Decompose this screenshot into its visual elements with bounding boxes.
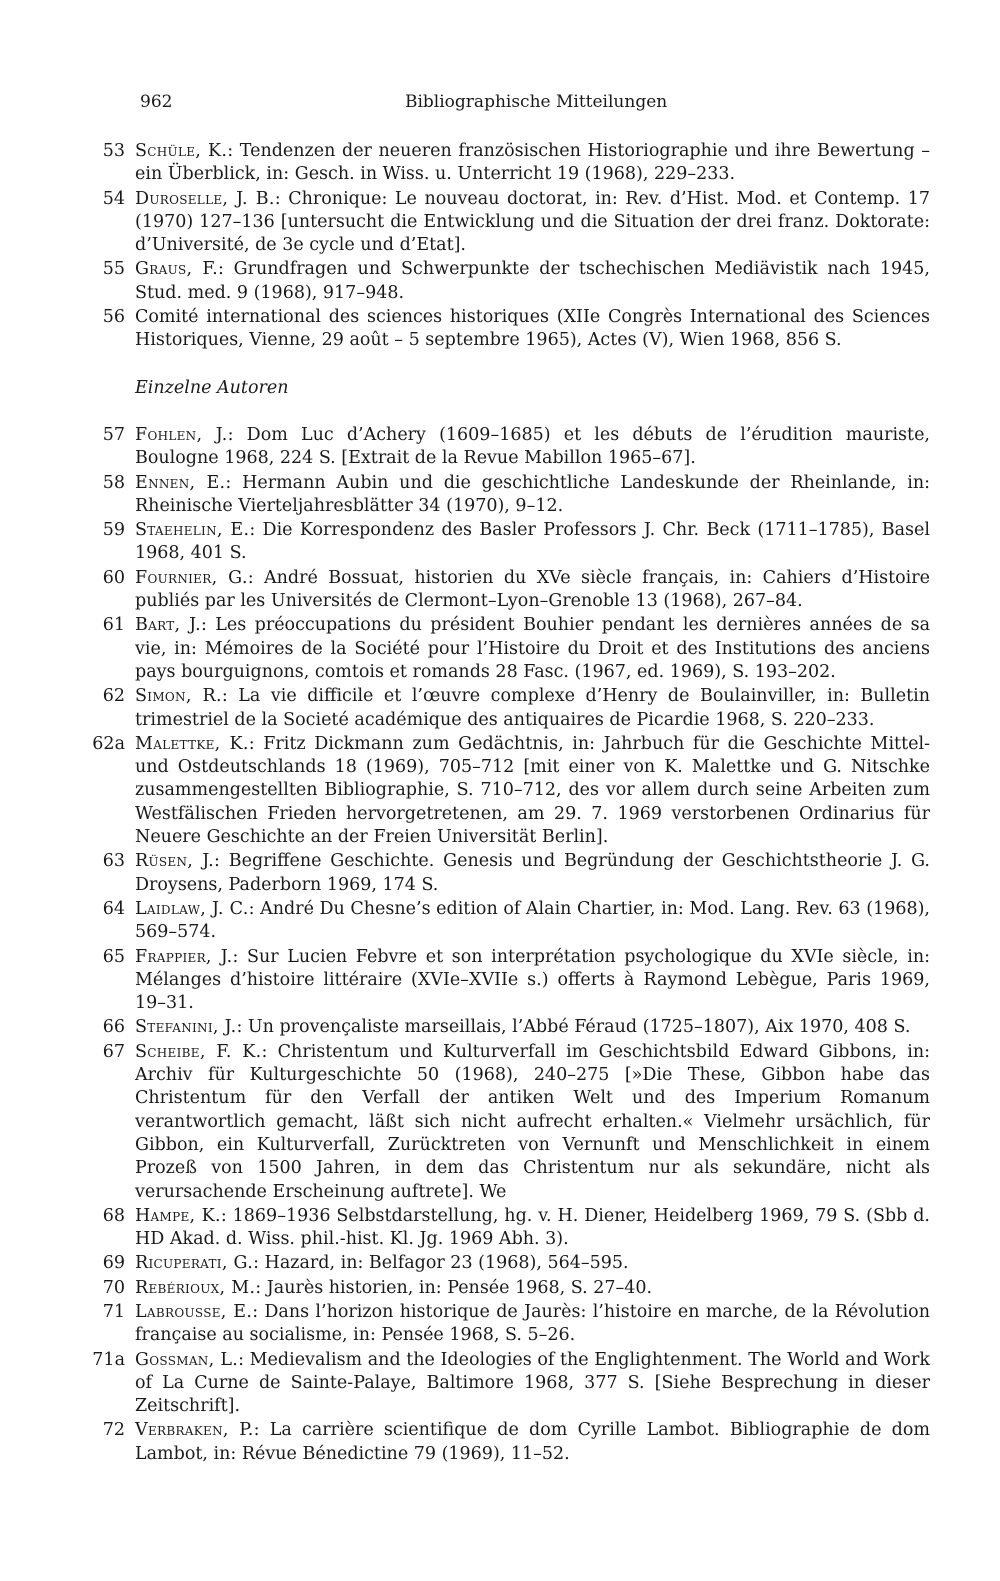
entry-number: 68: [102, 1205, 125, 1226]
bibliography-entry: [0, 1349, 930, 1419]
bibliography-entry: [0, 614, 930, 684]
entry-text: : La vie difficile et l’œuvre complexe d’Henry de Boulainviller, in: Bulletin trimestriel de la Societé académique des antiquaires de Picardie 1968, S. 220–233.: [135, 686, 930, 730]
entry-number: 55: [102, 259, 125, 280]
entry-text: : Die Korrespondenz des Basler Professors J. Chr. Beck (1711–1785), Basel 1968, 401 S.: [135, 520, 930, 564]
entry-author: Hampe, K.: [135, 1205, 221, 1226]
bibliography-entry: [0, 1277, 930, 1300]
entry-text: : Sur Lucien Febvre et son interprétation psychologique du XVIe siècle, in: Mélanges d’histoire littéraire (XVIe–XVIIe s.) offerts à Raymond Lebègue, Paris 1969, 19–31.: [135, 946, 930, 1014]
entry-text: : Chronique: Le nouveau doctorat, in: Rev. d’Hist. Mod. et Contemp. 17 (1970) 127–136 [untersucht die Entwicklung und die Situation der drei franz. Doktorate: d’Université, de 3e cycle und d’Etat].: [135, 188, 931, 256]
entry-number: 64: [102, 898, 125, 919]
entry-number: 58: [102, 472, 125, 493]
entry-text: : Begriffene Geschichte. Genesis und Begründung der Geschichtstheorie J. G. Droysens, Paderborn 1969, 174 S.: [135, 851, 930, 895]
entry-text: : Tendenzen der neueren französischen Historiographie und ihre Bewertung – ein Überblick, in: Gesch. in Wiss. u. Unterricht 19 (1968), 229–233.: [135, 141, 930, 185]
page-number: 962: [140, 92, 173, 112]
entry-text: : Christentum und Kulturverfall im Geschichtsbild Edward Gibbons, in: Archiv für Kulturgeschichte 50 (1968), 240–275 [»Die These, Gibbon habe das Christentum für den Verfall der antiken Welt und des Imperium Romanum verantwortlich gemacht, läßt sich nicht aufrecht erhalten.« Vielmehr ursächlich, für Gibbon, ein Kulturverfall, Zurücktreten von Vernunft und Menschlichkeit in einem Prozeß von 1500 Jahren, in dem das Christentum nur als sekundäre, nicht als verursachende Erscheinung auftrete]. We: [135, 1041, 931, 1202]
entry-number: 70: [102, 1277, 125, 1298]
section-heading: Einzelne Autoren: [135, 378, 289, 398]
entry-text: : Hermann Aubin und die geschichtliche Landeskunde der Rheinlande, in: Rheinische Vierteljahresblätter 34 (1970), 9–12.: [135, 472, 930, 516]
bibliography-entry: [0, 567, 930, 614]
bibliography-entry: [0, 685, 930, 732]
entry-number: 56: [102, 307, 125, 328]
bibliography-entry: [0, 1301, 930, 1348]
entry-number: 53: [102, 141, 125, 161]
entry-number: 62a: [92, 733, 125, 754]
entry-text: : Les préoccupations du président Bouhier pendant les dernières années de sa vie, in: Mémoires de la Société pour l’Histoire du Droit et des Institutions des anciens pays bourguignons, comtois et romands 28 Fasc. (1967, ed. 1969), S. 193–202.: [135, 615, 930, 682]
entry-author: Gossman, L.: [135, 1349, 239, 1370]
entry-number: 57: [102, 425, 125, 445]
bibliography-list-top: [0, 140, 1000, 354]
entry-author: Rüsen, J.: [135, 851, 215, 872]
entry-number: 67: [102, 1041, 125, 1062]
entry-number: 60: [102, 567, 125, 588]
entry-text: : Dans l’horizon historique de Jaurès: l’histoire en marche, de la Révolution française au socialisme, in: Pensée 1968, S. 5–26.: [135, 1301, 930, 1346]
entry-author: Frappier, J.: [135, 946, 233, 967]
running-title: Bibliographische Mitteilungen: [405, 92, 668, 112]
entry-text: : La carrière scientifique de dom Cyrille Lambot. Bibliographie de dom Lambot, in: Révue Bénedictine 79 (1969), 11–52.: [135, 1420, 930, 1464]
entry-author: Graus, F.: [135, 259, 218, 280]
entry-number: 71: [102, 1301, 125, 1322]
bibliography-entry: [0, 472, 930, 519]
page-header: [0, 86, 1000, 116]
entry-number: 59: [102, 520, 125, 541]
entry-text: : André Du Chesne’s edition of Alain Chartier, in: Mod. Lang. Rev. 63 (1968), 569–574.: [135, 898, 930, 943]
bibliography-entry: [0, 519, 930, 566]
entry-text: : Hazard, in: Belfagor 23 (1968), 564–595.: [253, 1253, 629, 1274]
entry-author: Fohlen, J.: [135, 425, 228, 445]
entry-text: : Grundfragen und Schwerpunkte der tschechischen Mediävistik nach 1945, Stud. med. 9 (1968), 917–948.: [135, 259, 930, 303]
entry-number: 62: [102, 686, 125, 707]
entry-author: Labrousse, E.: [135, 1301, 253, 1322]
bibliography-entry: [0, 424, 930, 471]
entry-author: Bart, J.: [135, 615, 201, 636]
bibliography-entry: [0, 1041, 930, 1204]
bibliography-entry: [0, 898, 930, 945]
entry-author: Simon, R.: [135, 686, 222, 707]
entry-text: : 1869–1936 Selbstdarstellung, hg. v. H. Diener, Heidelberg 1969, 79 S. (Sbb d. HD Akad. d. Wiss. phil.-hist. Kl. Jg. 1969 Abh. 3).: [135, 1205, 930, 1250]
entry-text: : Fritz Dickmann zum Gedächtnis, in: Jahrbuch für die Geschichte Mittel- und Ostdeutschlands 18 (1969), 705–712 [mit einer von K. Malettke und G. Nitschke zusammengestellten Bibliographie, S. 710–712, des vor allem durch seine Arbeiten zum Westfälischen Frieden hervorgetretenen, am 29. 7. 1969 verstorbenen Ordinarius für Neuere Geschichte an der Freien Universität Berlin].: [135, 733, 930, 848]
entry-text: : André Bossuat, historien du XVe siècle français, in: Cahiers d’Histoire publiés par les Universités de Clermont–Lyon–Grenoble 13 (1968), 267–84.: [135, 567, 930, 612]
entry-author: Scheibe, F. K.: [135, 1041, 262, 1062]
entry-number: 71a: [92, 1349, 125, 1370]
entry-text: : Medievalism and the Ideologies of the Englightenment. The World and Work of La Curne de Sainte-Palaye, Baltimore 1968, 377 S. [Siehe Besprechung in dieser Zeitschrift].: [135, 1349, 930, 1417]
entry-author: Verbraken, P.: [135, 1420, 254, 1441]
entry-author: Fournier, G.: [135, 567, 248, 588]
bibliography-entry: [0, 733, 930, 849]
bibliography-entry: [0, 188, 930, 258]
entry-author: Ricuperati, G.: [135, 1253, 254, 1274]
entry-number: 61: [102, 615, 125, 636]
bibliography-entry: [0, 1016, 930, 1039]
entry-author: Ennen, E.: [135, 472, 226, 493]
bibliography-entry: [0, 850, 930, 897]
entry-number: 72: [102, 1420, 125, 1441]
entry-number: 54: [102, 188, 125, 209]
bibliography-entry: [0, 946, 930, 1016]
entry-author: Rebérioux, M.: [135, 1277, 256, 1298]
entry-author: Schüle, K.: [135, 141, 228, 161]
bibliography-entry: [0, 258, 930, 305]
entry-text: : Dom Luc d’Achery (1609–1685) et les débuts de l’érudition mauriste, Boulogne 1968, 224 S. [Extrait de la Revue Mabillon 1965–67].: [135, 425, 930, 469]
bibliography-list-bottom: [0, 424, 1000, 1467]
entry-text: : Un provençaliste marseillais, l’Abbé Féraud (1725–1807), Aix 1970, 408 S.: [236, 1017, 911, 1038]
entry-author: Duroselle, J. B.: [135, 188, 275, 209]
entry-number: 63: [102, 851, 125, 872]
bibliography-entry: [0, 306, 930, 353]
entry-author: Staehelin, E.: [135, 520, 250, 541]
entry-text: : Jaurès historien, in: Pensée 1968, S. 27–40.: [255, 1277, 653, 1298]
bibliography-entry: [0, 140, 930, 187]
entry-author: Laidlaw, J. C.: [135, 898, 249, 919]
bibliography-entry: [0, 1252, 930, 1275]
entry-number: 65: [102, 946, 125, 967]
entry-text: Comité international des sciences historiques (XIIe Congrès International des Sciences Historiques, Vienne, 29 août – 5 septembre 1965), Actes (V), Wien 1968, 856 S.: [135, 307, 930, 351]
entry-author: Stefanini, J.: [135, 1017, 237, 1038]
entry-author: Malettke, K.: [135, 733, 249, 754]
bibliography-entry: [0, 1419, 930, 1466]
entry-number: 69: [102, 1253, 125, 1274]
bibliography-entry: [0, 1205, 930, 1252]
entry-number: 66: [102, 1017, 125, 1038]
